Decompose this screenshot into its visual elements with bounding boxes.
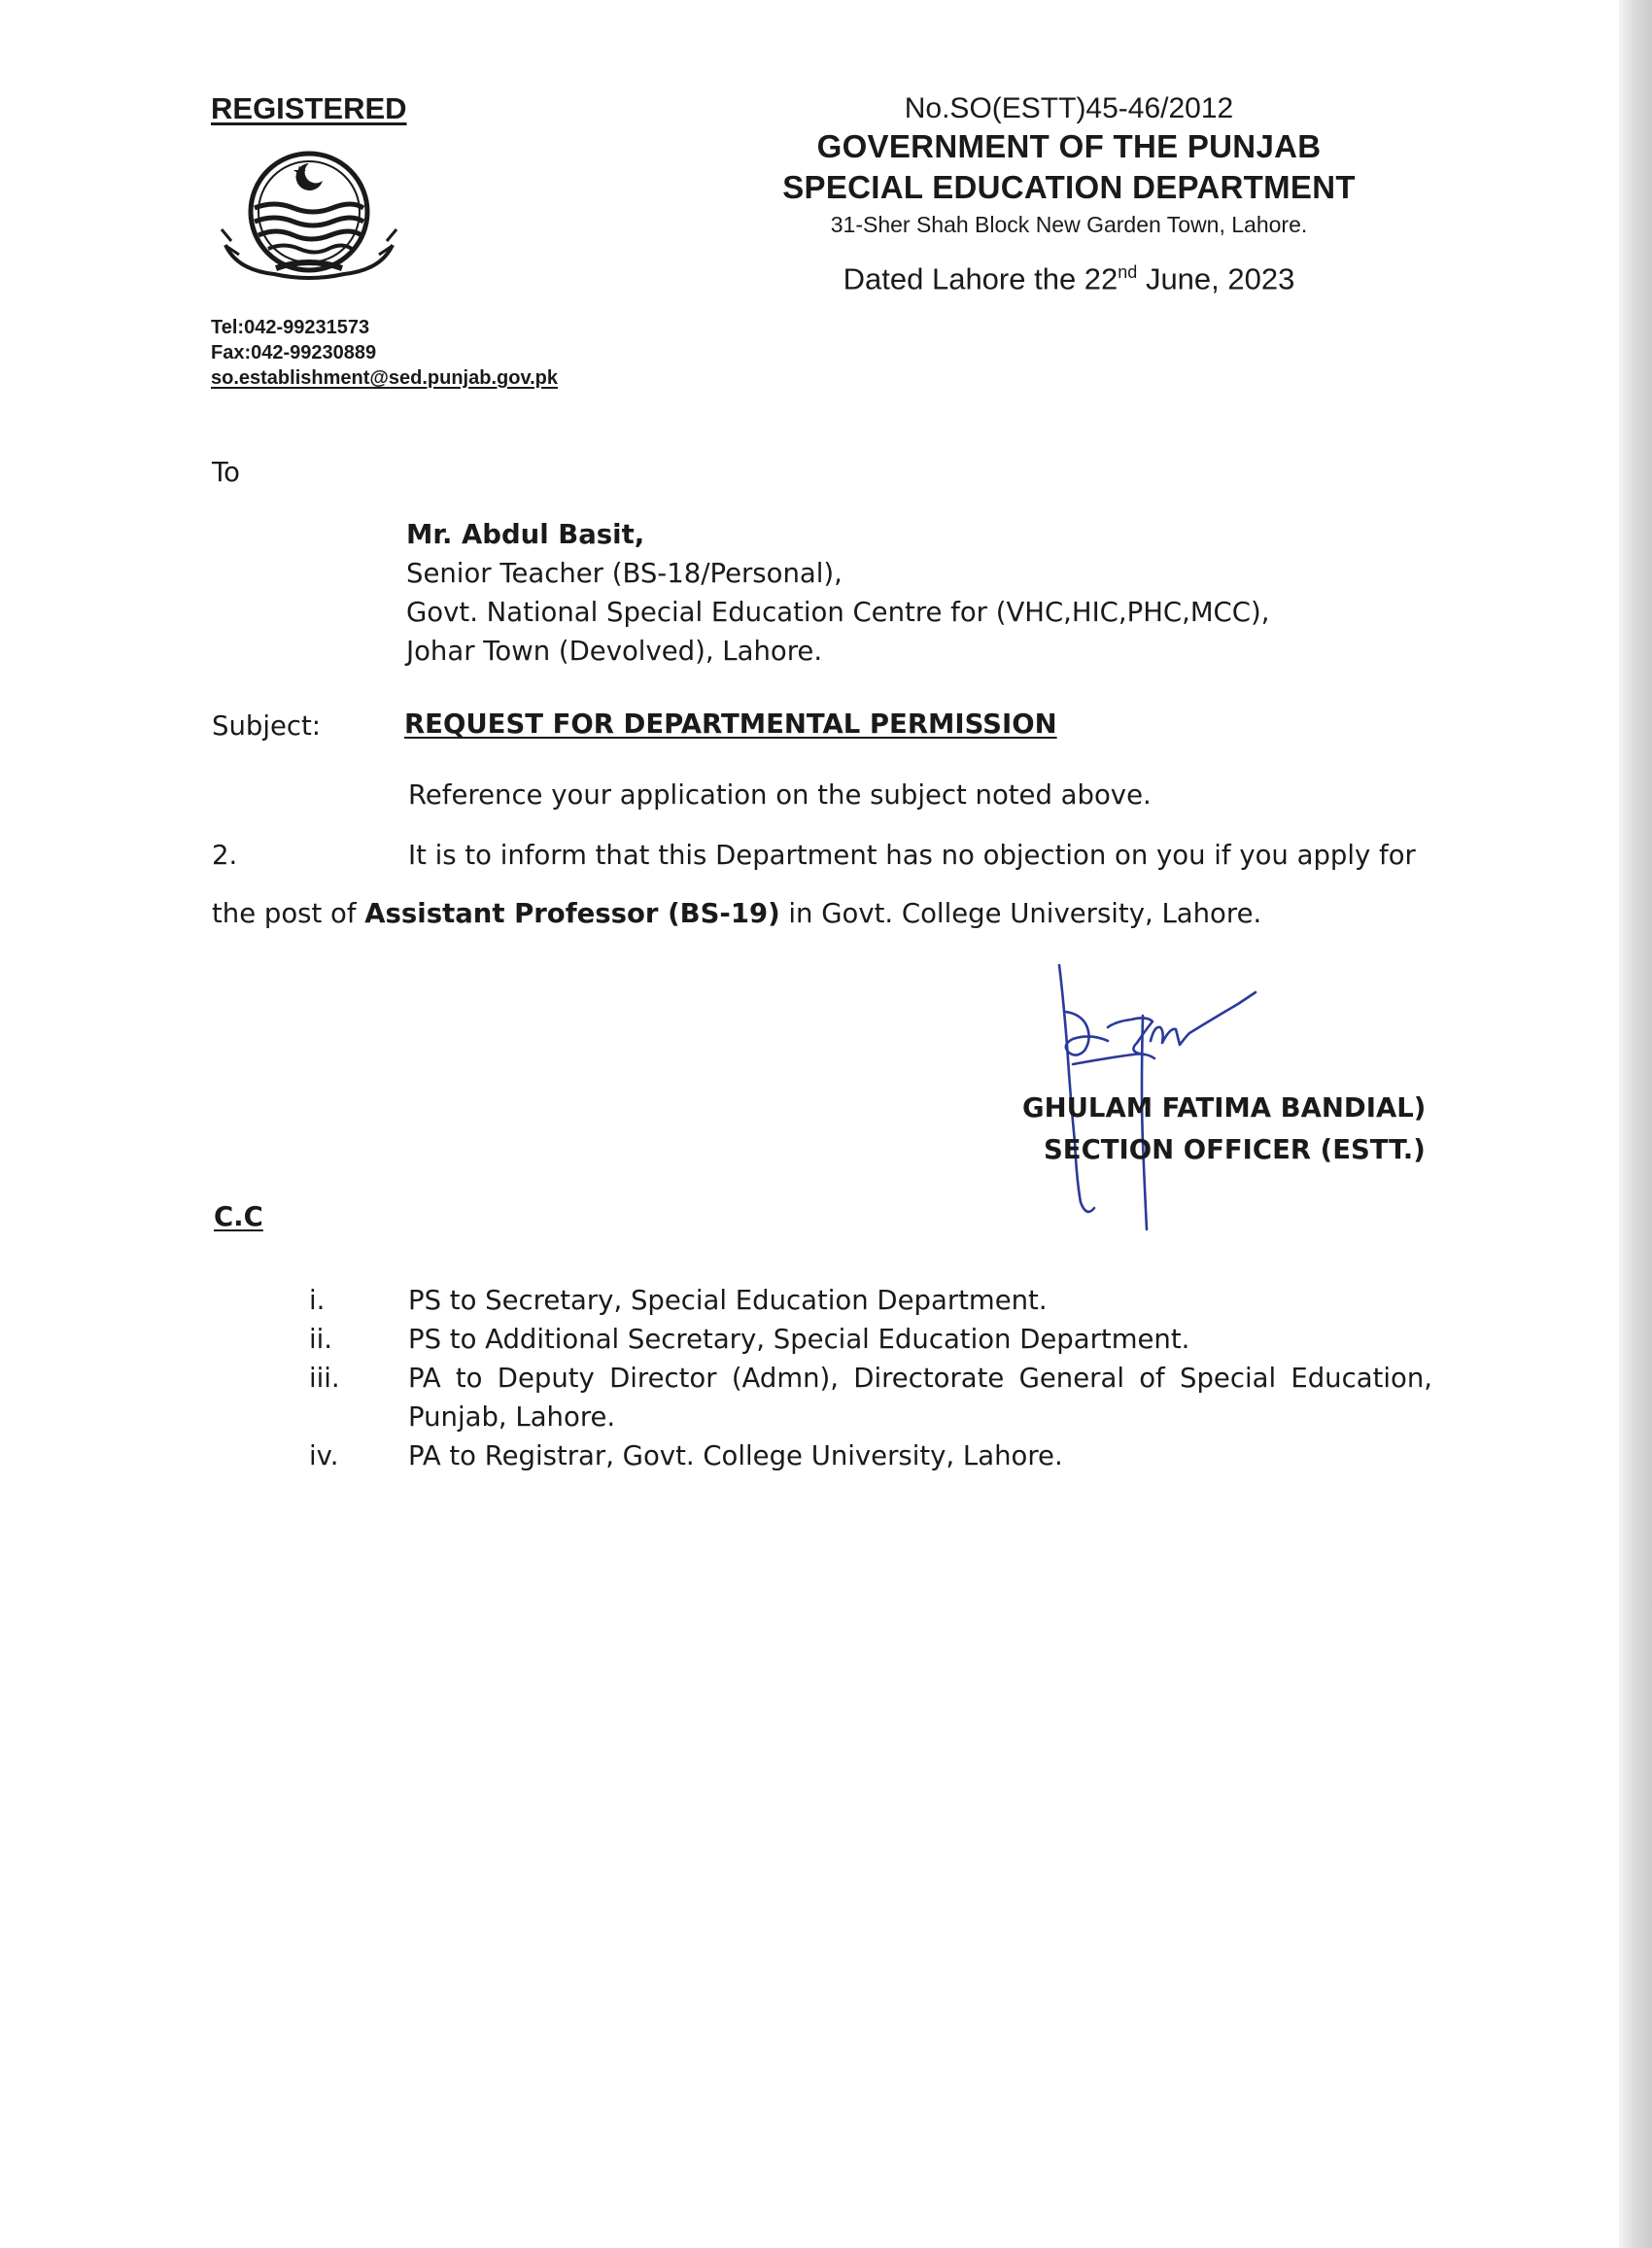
signatory-title: SECTION OFFICER (ESTT.) <box>1044 1134 1426 1165</box>
list-item-number: ii. <box>309 1324 333 1355</box>
addressee-location: Johar Town (Devolved), Lahore. <box>406 636 823 667</box>
list-item <box>309 1320 1432 1359</box>
list-item-number: iii. <box>309 1363 340 1394</box>
cc-list <box>309 1281 1432 1475</box>
signatory-name: GHULAM FATIMA BANDIAL) <box>1022 1092 1427 1124</box>
to-label: To <box>212 457 240 488</box>
subject-label: Subject: <box>212 710 322 742</box>
addressee-name: Mr. Abdul Basit, <box>406 519 645 550</box>
list-item-text: PS to Additional Secretary, Special Education Department. <box>408 1324 1190 1355</box>
punjab-emblem-icon <box>216 148 402 284</box>
list-item-text: PA to Registrar, Govt. College University, Lahore. <box>408 1440 1063 1471</box>
registered-label: REGISTERED <box>211 91 407 125</box>
addressee-designation: Senior Teacher (BS-18/Personal), <box>406 558 843 589</box>
list-item-number: i. <box>309 1285 326 1316</box>
list-item <box>309 1436 1432 1475</box>
list-item <box>309 1359 1432 1436</box>
fax: Fax:042-99230889 <box>211 342 377 363</box>
department-title: SPECIAL EDUCATION DEPARTMENT <box>782 169 1356 205</box>
reference-number: No.SO(ESTT)45-46/2012 <box>904 92 1234 124</box>
scan-edge-shadow <box>1619 0 1652 2248</box>
paragraph-2-line-2: the post of Assistant Professor (BS-19) in Govt. College University, Lahore. <box>212 898 1262 929</box>
paragraph-2-line-1: It is to inform that this Department has no objection on you if you apply for <box>408 840 1416 871</box>
list-item-text: PA to Deputy Director (Admn), Directorate General of Special Education, Punjab, Lahore. <box>408 1363 1432 1433</box>
addressee-block <box>406 515 1269 671</box>
list-item-number: iv. <box>309 1440 339 1471</box>
subject-title: REQUEST FOR DEPARTMENTAL PERMISSION <box>404 709 1057 740</box>
department-address: 31-Sher Shah Block New Garden Town, Lahore. <box>830 212 1308 237</box>
reference-paragraph: Reference your application on the subject noted above. <box>408 779 1152 811</box>
paragraph-number: 2. <box>212 840 238 871</box>
contact-block <box>211 315 558 391</box>
cc-label: C.C <box>214 1201 263 1232</box>
list-item <box>309 1281 1432 1320</box>
government-title: GOVERNMENT OF THE PUNJAB <box>816 128 1322 164</box>
email-link[interactable]: so.establishment@sed.punjab.gov.pk <box>211 367 558 389</box>
addressee-institution: Govt. National Special Education Centre for (VHC,HIC,PHC,MCC), <box>406 597 1270 628</box>
telephone: Tel:042-99231573 <box>211 317 370 338</box>
letterhead <box>748 91 1390 298</box>
letter-date: Dated Lahore the 22nd June, 2023 <box>843 261 1295 296</box>
list-item-text: PS to Secretary, Special Education Department. <box>408 1285 1048 1316</box>
